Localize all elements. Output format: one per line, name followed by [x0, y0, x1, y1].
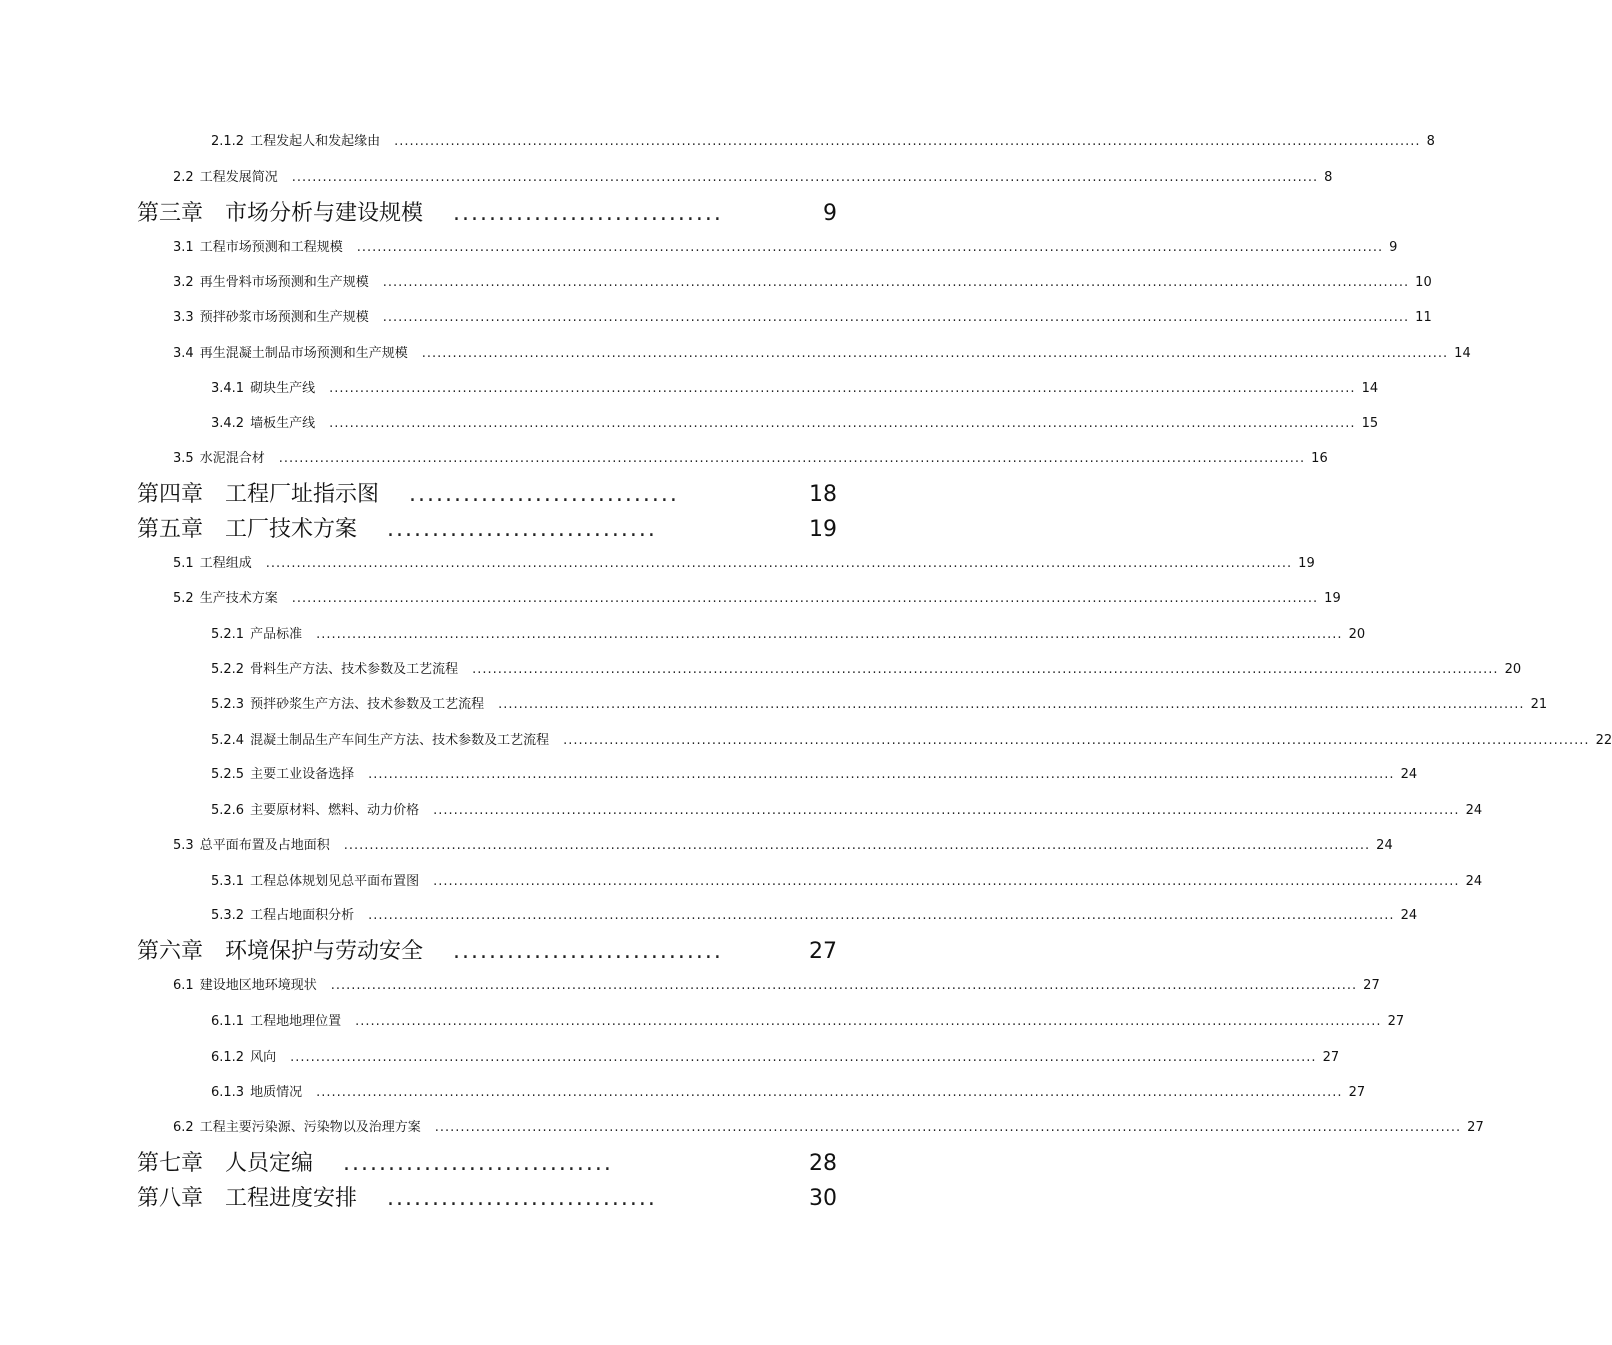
- toc-leader-dots: ........................................................................................................................................................................................................: [433, 803, 1460, 818]
- toc-entry-title: 工厂技术方案: [225, 517, 358, 542]
- toc-leader-dots: ........................................................................................................................................................................................................: [278, 451, 1306, 466]
- toc-leader-dots: ..............................: [343, 1151, 613, 1176]
- toc-entry[interactable]: [211, 623, 1366, 642]
- toc-entry-number: 5.3: [173, 838, 194, 853]
- toc-entry-number: 第五章: [137, 517, 204, 542]
- toc-page-number: 8: [1426, 134, 1435, 149]
- toc-entry[interactable]: [211, 1081, 1366, 1100]
- toc-entry-title: 地质情况: [250, 1085, 303, 1100]
- toc-page-number: 20: [1348, 627, 1366, 642]
- toc-entry-number: 5.2.2: [211, 662, 245, 677]
- toc-entry-title: 再生骨料市场预测和生产规模: [199, 275, 369, 290]
- toc-leader-dots: ........................................................................................................................................................................................................: [498, 697, 1525, 712]
- toc-entry-title: 人员定编: [225, 1151, 314, 1176]
- toc-entry[interactable]: [173, 166, 1333, 185]
- toc-page-number: 8: [1324, 170, 1333, 185]
- toc-entry-number: 3.4: [173, 346, 194, 361]
- toc-entry[interactable]: [173, 342, 1471, 361]
- toc-entry-number: 6.1.3: [211, 1085, 245, 1100]
- toc-entry-title: 工程市场预测和工程规模: [199, 240, 343, 255]
- toc-leader-dots: ........................................................................................................................................................................................................: [355, 1014, 1382, 1029]
- toc-entry-title: 产品标准: [250, 627, 303, 642]
- toc-leader-dots: ........................................................................................................................................................................................................: [434, 1120, 1462, 1135]
- toc-entry-number: 第三章: [137, 201, 204, 226]
- toc-entry[interactable]: [173, 552, 1315, 571]
- toc-entry[interactable]: [211, 799, 1483, 818]
- toc-entry-title: 主要工业设备选择: [250, 767, 355, 782]
- toc-page-number: 9: [823, 201, 837, 226]
- toc-entry-number: 3.2: [173, 275, 194, 290]
- toc-entry-number: 5.2.4: [211, 733, 245, 748]
- toc-page-number: 27: [1467, 1120, 1484, 1135]
- toc-page-number: 28: [809, 1151, 837, 1176]
- toc-page-number: 18: [809, 482, 837, 507]
- toc-entry-number: 第七章: [137, 1151, 204, 1176]
- toc-page-number: 24: [1376, 838, 1393, 853]
- toc-chapter[interactable]: [137, 1146, 837, 1177]
- toc-page-number: 22: [1595, 733, 1612, 748]
- toc-entry-title: 市场分析与建设规模: [225, 201, 424, 226]
- toc-page-number: 24: [1400, 908, 1418, 923]
- toc-chapter[interactable]: [137, 477, 837, 508]
- toc-entry-title: 主要原材料、燃料、动力价格: [250, 803, 420, 818]
- toc-entry-title: 水泥混合材: [199, 451, 265, 466]
- toc-leader-dots: ........................................................................................................................................................................................................: [329, 381, 1356, 396]
- toc-entry-title: 混凝土制品生产车间生产方法、技术参数及工艺流程: [250, 733, 550, 748]
- toc-entry-number: 6.1: [173, 978, 194, 993]
- toc-entry-title: 预拌砂浆生产方法、技术参数及工艺流程: [250, 697, 485, 712]
- toc-entry[interactable]: [211, 729, 1612, 748]
- toc-page-number: 19: [809, 517, 837, 542]
- toc-entry-number: 3.1: [173, 240, 194, 255]
- toc-chapter[interactable]: [137, 1181, 837, 1212]
- toc-entry-number: 2.2: [173, 170, 194, 185]
- toc-entry-number: 6.1.2: [211, 1050, 245, 1065]
- toc-leader-dots: ........................................................................................................................................................................................................: [472, 662, 1499, 677]
- toc-page-number: 27: [1322, 1050, 1340, 1065]
- toc-leader-dots: ........................................................................................................................................................................................................: [421, 346, 1449, 361]
- toc-page-number: 27: [1348, 1085, 1366, 1100]
- toc-leader-dots: ........................................................................................................................................................................................................: [290, 1050, 1317, 1065]
- toc-page-number: 21: [1530, 697, 1548, 712]
- toc-entry-title: 工程占地面积分析: [250, 908, 355, 923]
- toc-leader-dots: ........................................................................................................................................................................................................: [343, 838, 1371, 853]
- toc-entry-title: 总平面布置及占地面积: [199, 838, 330, 853]
- toc-entry-title: 工程发展简况: [199, 170, 278, 185]
- toc-page-number: 19: [1298, 556, 1315, 571]
- toc-page-number: 11: [1415, 310, 1432, 325]
- toc-entry[interactable]: [211, 377, 1379, 396]
- toc-entry-number: 5.2: [173, 591, 194, 606]
- toc-entry-number: 5.2.1: [211, 627, 245, 642]
- toc-page-number: 16: [1311, 451, 1328, 466]
- toc-entry-title: 生产技术方案: [199, 591, 278, 606]
- toc-entry[interactable]: [211, 658, 1522, 677]
- toc-entry-title: 工程主要污染源、污染物以及治理方案: [199, 1120, 421, 1135]
- toc-page-number: 20: [1504, 662, 1522, 677]
- toc-leader-dots: ........................................................................................................................................................................................................: [382, 310, 1410, 325]
- toc-entry-number: 6.1.1: [211, 1014, 245, 1029]
- toc-leader-dots: ........................................................................................................................................................................................................: [316, 627, 1343, 642]
- toc-page-number: 10: [1415, 275, 1432, 290]
- toc-entry-number: 3.5: [173, 451, 194, 466]
- toc-entry-title: 环境保护与劳动安全: [225, 939, 424, 964]
- toc-entry-number: 5.2.3: [211, 697, 245, 712]
- toc-page-number: 9: [1389, 240, 1398, 255]
- toc-leader-dots: ........................................................................................................................................................................................................: [368, 908, 1395, 923]
- toc-leader-dots: ..............................: [453, 201, 723, 226]
- toc-entry-number: 第八章: [137, 1186, 204, 1211]
- toc-entry-number: 第六章: [137, 939, 204, 964]
- toc-chapter[interactable]: [137, 196, 837, 227]
- toc-entry[interactable]: [211, 763, 1418, 782]
- toc-entry[interactable]: [173, 1116, 1484, 1135]
- toc-page-number: 14: [1361, 381, 1379, 396]
- toc-entry[interactable]: [211, 693, 1548, 712]
- toc-entry[interactable]: [211, 870, 1483, 889]
- toc-entry-number: 5.3.2: [211, 908, 245, 923]
- toc-entry-number: 6.2: [173, 1120, 194, 1135]
- toc-entry[interactable]: [173, 236, 1398, 255]
- toc-entry[interactable]: [173, 306, 1432, 325]
- toc-leader-dots: ..............................: [387, 517, 657, 542]
- toc-page-number: 27: [1387, 1014, 1405, 1029]
- toc-leader-dots: ..............................: [453, 939, 723, 964]
- toc-entry-title: 工程厂址指示图: [225, 482, 380, 507]
- toc-entry[interactable]: [211, 412, 1379, 431]
- toc-page-number: 19: [1324, 591, 1341, 606]
- toc-entry-title: 风向: [250, 1050, 277, 1065]
- toc-entry-number: 3.3: [173, 310, 194, 325]
- toc-leader-dots: ........................................................................................................................................................................................................: [368, 767, 1395, 782]
- toc-leader-dots: ........................................................................................................................................................................................................: [394, 134, 1421, 149]
- toc-leader-dots: ........................................................................................................................................................................................................: [291, 170, 1319, 185]
- toc-page-number: 27: [809, 939, 837, 964]
- toc-entry[interactable]: [211, 130, 1435, 149]
- toc-entry-title: 工程总体规划见总平面布置图: [250, 874, 420, 889]
- toc-leader-dots: ........................................................................................................................................................................................................: [329, 416, 1356, 431]
- toc-entry[interactable]: [173, 271, 1432, 290]
- toc-leader-dots: ........................................................................................................................................................................................................: [356, 240, 1384, 255]
- toc-entry[interactable]: [211, 1046, 1340, 1065]
- toc-leader-dots: ........................................................................................................................................................................................................: [330, 978, 1358, 993]
- toc-chapter[interactable]: [137, 934, 837, 965]
- toc-leader-dots: ........................................................................................................................................................................................................: [433, 874, 1460, 889]
- toc-page-number: 24: [1400, 767, 1418, 782]
- toc-page-number: 30: [809, 1186, 837, 1211]
- toc-entry-title: 工程地地理位置: [250, 1014, 342, 1029]
- toc-entry[interactable]: [211, 1010, 1405, 1029]
- toc-entry-number: 5.3.1: [211, 874, 245, 889]
- toc-page-number: 15: [1361, 416, 1379, 431]
- toc-entry-number: 5.1: [173, 556, 194, 571]
- toc-entry-title: 骨料生产方法、技术参数及工艺流程: [250, 662, 459, 677]
- toc-entry-title: 砌块生产线: [250, 381, 316, 396]
- toc-page-number: 27: [1363, 978, 1380, 993]
- toc-leader-dots: ........................................................................................................................................................................................................: [316, 1085, 1343, 1100]
- toc-entry[interactable]: [211, 904, 1418, 923]
- toc-leader-dots: ........................................................................................................................................................................................................: [291, 591, 1319, 606]
- toc-chapter[interactable]: [137, 512, 837, 543]
- toc-page-number: 24: [1465, 803, 1483, 818]
- toc-leader-dots: ..............................: [387, 1186, 657, 1211]
- toc-page-number: 14: [1454, 346, 1471, 361]
- toc-leader-dots: ........................................................................................................................................................................................................: [382, 275, 1410, 290]
- toc-entry-title: 预拌砂浆市场预测和生产规模: [199, 310, 369, 325]
- toc-entry-title: 工程发起人和发起缘由: [250, 134, 381, 149]
- toc-entry-title: 建设地区地环境现状: [199, 978, 317, 993]
- toc-entry[interactable]: [173, 447, 1328, 466]
- toc-entry-title: 工程组成: [199, 556, 252, 571]
- toc-page-number: 24: [1465, 874, 1483, 889]
- toc-entry[interactable]: [173, 834, 1393, 853]
- toc-entry-number: 2.1.2: [211, 134, 245, 149]
- toc-entry[interactable]: [173, 974, 1380, 993]
- toc-leader-dots: ........................................................................................................................................................................................................: [265, 556, 1293, 571]
- toc-entry-number: 5.2.6: [211, 803, 245, 818]
- toc-entry-title: 工程进度安排: [225, 1186, 358, 1211]
- toc-entry[interactable]: [173, 587, 1341, 606]
- toc-entry-number: 第四章: [137, 482, 204, 507]
- toc-entry-number: 3.4.2: [211, 416, 245, 431]
- toc-leader-dots: ........................................................................................................................................................................................................: [563, 733, 1590, 748]
- toc-entry-title: 墙板生产线: [250, 416, 316, 431]
- toc-entry-number: 5.2.5: [211, 767, 245, 782]
- toc-entry-title: 再生混凝土制品市场预测和生产规模: [199, 346, 408, 361]
- toc-leader-dots: ..............................: [409, 482, 679, 507]
- toc-entry-number: 3.4.1: [211, 381, 245, 396]
